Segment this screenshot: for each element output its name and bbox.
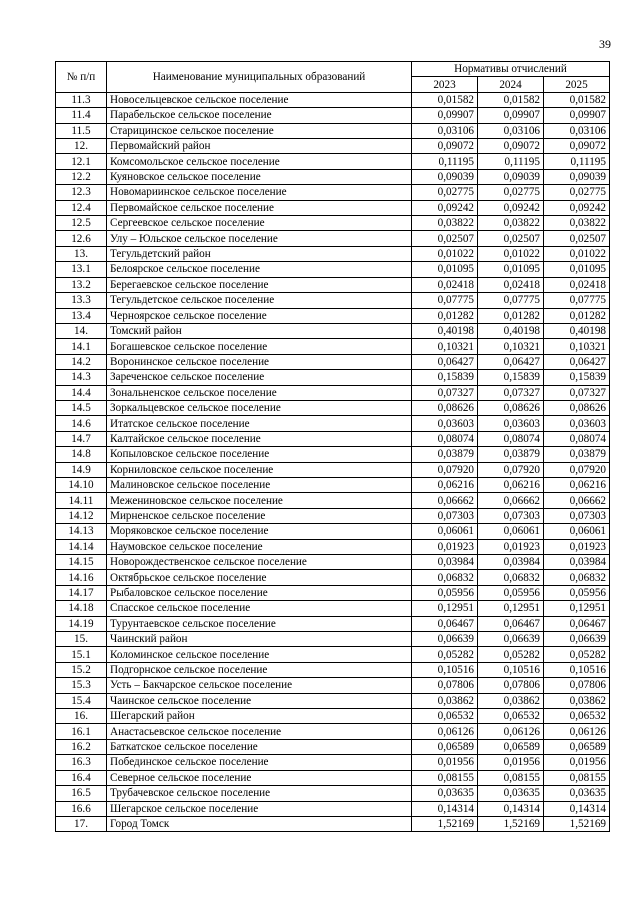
municipality-name: Зареченское сельское поселение (107, 370, 412, 385)
normative-2025: 0,05282 (544, 647, 610, 662)
row-number: 16. (56, 709, 107, 724)
normative-2024: 0,08074 (478, 431, 544, 446)
normative-2023: 0,02418 (412, 277, 478, 292)
row-number: 15.3 (56, 678, 107, 693)
table-row (56, 262, 610, 277)
header-row (56, 62, 610, 77)
normative-2024: 0,07327 (478, 385, 544, 400)
normative-2025: 0,40198 (544, 323, 610, 338)
normative-2024: 0,01095 (478, 262, 544, 277)
municipality-name: Воронинское сельское поселение (107, 354, 412, 369)
municipality-name: Зоркальцевское сельское поселение (107, 400, 412, 415)
normative-2025: 0,06216 (544, 477, 610, 492)
row-number: 14.6 (56, 416, 107, 431)
normative-2024: 0,03879 (478, 447, 544, 462)
normative-2025: 0,01282 (544, 308, 610, 323)
table-row (56, 770, 610, 785)
row-number: 14.1 (56, 339, 107, 354)
municipality-name: Калтайское сельское поселение (107, 431, 412, 446)
row-number: 15. (56, 632, 107, 647)
row-number: 13.2 (56, 277, 107, 292)
normative-2025: 0,07920 (544, 462, 610, 477)
row-number: 14.7 (56, 431, 107, 446)
municipality-name: Сергеевское сельское поселение (107, 216, 412, 231)
normative-2023: 0,05956 (412, 585, 478, 600)
normative-2023: 0,06589 (412, 739, 478, 754)
table-row (56, 555, 610, 570)
table-row (56, 308, 610, 323)
normative-2023: 0,07806 (412, 678, 478, 693)
municipality-name: Тегульдетское сельское поселение (107, 293, 412, 308)
normative-2024: 0,12951 (478, 601, 544, 616)
table-row (56, 92, 610, 107)
normative-2024: 0,03822 (478, 216, 544, 231)
normative-2023: 0,09072 (412, 139, 478, 154)
normative-2023: 0,02775 (412, 185, 478, 200)
normative-2023: 0,07775 (412, 293, 478, 308)
normative-2025: 0,06467 (544, 616, 610, 631)
normative-2023: 0,11195 (412, 154, 478, 169)
row-number: 12.2 (56, 169, 107, 184)
normative-2024: 0,03635 (478, 786, 544, 801)
normative-2025: 0,07775 (544, 293, 610, 308)
normative-2023: 0,07920 (412, 462, 478, 477)
normative-2023: 0,01923 (412, 539, 478, 554)
normative-2024: 0,07806 (478, 678, 544, 693)
normative-2023: 0,06662 (412, 493, 478, 508)
normative-2024: 0,07775 (478, 293, 544, 308)
row-number: 14.4 (56, 385, 107, 400)
normative-2024: 0,07303 (478, 508, 544, 523)
normative-2024: 0,06427 (478, 354, 544, 369)
municipality-name: Октябрьское сельское поселение (107, 570, 412, 585)
normative-2024: 0,09072 (478, 139, 544, 154)
normative-2023: 0,07327 (412, 385, 478, 400)
table-row (56, 216, 610, 231)
municipality-name: Мирненское сельское поселение (107, 508, 412, 523)
normative-2023: 0,01956 (412, 755, 478, 770)
normative-2025: 0,02507 (544, 231, 610, 246)
row-number: 14.2 (56, 354, 107, 369)
row-number: 14.12 (56, 508, 107, 523)
municipality-name: Новомариинское сельское поселение (107, 185, 412, 200)
table-row (56, 570, 610, 585)
municipality-name: Анастасьевское сельское поселение (107, 724, 412, 739)
normative-2025: 0,03862 (544, 693, 610, 708)
normative-2025: 0,10516 (544, 662, 610, 677)
normative-2025: 0,09039 (544, 169, 610, 184)
table-row (56, 647, 610, 662)
row-number: 12.5 (56, 216, 107, 231)
normative-2025: 0,07303 (544, 508, 610, 523)
normative-2025: 0,10321 (544, 339, 610, 354)
normative-2025: 0,01095 (544, 262, 610, 277)
row-number: 11.4 (56, 108, 107, 123)
table-row (56, 493, 610, 508)
normative-2023: 0,08074 (412, 431, 478, 446)
municipality-name: Тегульдетский район (107, 246, 412, 261)
municipality-name: Новосельцевское сельское поселение (107, 92, 412, 107)
table-row (56, 801, 610, 816)
normative-2025: 0,09242 (544, 200, 610, 215)
normative-2024: 0,05956 (478, 585, 544, 600)
row-number: 14.19 (56, 616, 107, 631)
normative-2023: 0,40198 (412, 323, 478, 338)
normative-2024: 0,07920 (478, 462, 544, 477)
row-number: 16.4 (56, 770, 107, 785)
municipality-name: Копыловское сельское поселение (107, 447, 412, 462)
table-row (56, 632, 610, 647)
normative-2025: 0,06662 (544, 493, 610, 508)
table-row (56, 108, 610, 123)
table-row (56, 354, 610, 369)
table-row (56, 585, 610, 600)
normative-2024: 0,06589 (478, 739, 544, 754)
table-row (56, 200, 610, 215)
table-row (56, 508, 610, 523)
row-number: 11.5 (56, 123, 107, 138)
normatives-table (55, 61, 610, 832)
table-row (56, 139, 610, 154)
normative-2023: 0,09907 (412, 108, 478, 123)
normative-2024: 0,15839 (478, 370, 544, 385)
table-body (56, 92, 610, 832)
normative-2025: 0,03635 (544, 786, 610, 801)
table-row (56, 816, 610, 831)
normative-2023: 0,06427 (412, 354, 478, 369)
municipality-name: Шегарский район (107, 709, 412, 724)
table-row (56, 755, 610, 770)
normative-2024: 0,08626 (478, 400, 544, 415)
normative-2024: 0,08155 (478, 770, 544, 785)
normative-2025: 0,08074 (544, 431, 610, 446)
row-number: 14.5 (56, 400, 107, 415)
normative-2023: 0,03603 (412, 416, 478, 431)
municipality-name: Подгорнское сельское поселение (107, 662, 412, 677)
header-normatives: Нормативы отчислений (412, 62, 610, 77)
normative-2024: 0,02418 (478, 277, 544, 292)
normative-2024: 1,52169 (478, 816, 544, 831)
table-row (56, 616, 610, 631)
normative-2024: 0,06662 (478, 493, 544, 508)
normative-2025: 0,02418 (544, 277, 610, 292)
row-number: 11.3 (56, 92, 107, 107)
normative-2024: 0,40198 (478, 323, 544, 338)
table-row (56, 277, 610, 292)
municipality-name: Спасское сельское поселение (107, 601, 412, 616)
normative-2025: 0,06126 (544, 724, 610, 739)
normative-2025: 0,06589 (544, 739, 610, 754)
header-num: № п/п (56, 62, 107, 93)
row-number: 12.1 (56, 154, 107, 169)
normative-2025: 0,03603 (544, 416, 610, 431)
table-row (56, 123, 610, 138)
normative-2023: 0,01282 (412, 308, 478, 323)
normative-2023: 0,06061 (412, 524, 478, 539)
normative-2025: 0,07327 (544, 385, 610, 400)
normative-2024: 0,06832 (478, 570, 544, 585)
table-row (56, 231, 610, 246)
municipality-name: Чаинское сельское поселение (107, 693, 412, 708)
municipality-name: Богашевское сельское поселение (107, 339, 412, 354)
normative-2024: 0,01582 (478, 92, 544, 107)
row-number: 14.3 (56, 370, 107, 385)
normative-2023: 0,06832 (412, 570, 478, 585)
row-number: 14.8 (56, 447, 107, 462)
municipality-name: Межениновское сельское поселение (107, 493, 412, 508)
table-row (56, 416, 610, 431)
municipality-name: Итатское сельское поселение (107, 416, 412, 431)
normative-2024: 0,01022 (478, 246, 544, 261)
normative-2024: 0,05282 (478, 647, 544, 662)
normative-2025: 0,14314 (544, 801, 610, 816)
municipality-name: Первомайское сельское поселение (107, 200, 412, 215)
normative-2023: 0,03879 (412, 447, 478, 462)
normative-2023: 0,03984 (412, 555, 478, 570)
table-row (56, 339, 610, 354)
normative-2024: 0,01282 (478, 308, 544, 323)
normative-2025: 0,06427 (544, 354, 610, 369)
row-number: 14.11 (56, 493, 107, 508)
municipality-name: Томский район (107, 323, 412, 338)
normative-2023: 0,08155 (412, 770, 478, 785)
row-number: 15.1 (56, 647, 107, 662)
municipality-name: Моряковское сельское поселение (107, 524, 412, 539)
normative-2025: 0,01582 (544, 92, 610, 107)
row-number: 14.18 (56, 601, 107, 616)
normative-2024: 0,01956 (478, 755, 544, 770)
municipality-name: Куяновское сельское поселение (107, 169, 412, 184)
row-number: 12.3 (56, 185, 107, 200)
table-row (56, 693, 610, 708)
normative-2025: 0,06639 (544, 632, 610, 647)
normative-2025: 0,06061 (544, 524, 610, 539)
normative-2024: 0,06061 (478, 524, 544, 539)
row-number: 13. (56, 246, 107, 261)
table-row (56, 709, 610, 724)
normative-2025: 0,07806 (544, 678, 610, 693)
table-row (56, 524, 610, 539)
normative-2024: 0,03603 (478, 416, 544, 431)
header-name: Наименование муниципальных образований (107, 62, 412, 93)
table-row (56, 662, 610, 677)
normative-2024: 0,03106 (478, 123, 544, 138)
normative-2023: 0,01582 (412, 92, 478, 107)
normative-2025: 0,01923 (544, 539, 610, 554)
normative-2024: 0,11195 (478, 154, 544, 169)
normative-2025: 0,06532 (544, 709, 610, 724)
normative-2025: 0,12951 (544, 601, 610, 616)
municipality-name: Рыбаловское сельское поселение (107, 585, 412, 600)
row-number: 16.3 (56, 755, 107, 770)
table-row (56, 477, 610, 492)
header-year-2024: 2024 (478, 77, 544, 92)
normative-2023: 0,10516 (412, 662, 478, 677)
normative-2023: 0,06467 (412, 616, 478, 631)
municipality-name: Новорождественское сельское поселение (107, 555, 412, 570)
normative-2024: 0,03862 (478, 693, 544, 708)
normative-2024: 0,02775 (478, 185, 544, 200)
normative-2023: 0,14314 (412, 801, 478, 816)
normative-2025: 0,03106 (544, 123, 610, 138)
municipality-name: Малиновское сельское поселение (107, 477, 412, 492)
normative-2023: 0,06216 (412, 477, 478, 492)
row-number: 14.17 (56, 585, 107, 600)
table-row (56, 447, 610, 462)
row-number: 16.1 (56, 724, 107, 739)
municipality-name: Первомайский район (107, 139, 412, 154)
municipality-name: Чаинский район (107, 632, 412, 647)
normative-2024: 0,09039 (478, 169, 544, 184)
normative-2025: 1,52169 (544, 816, 610, 831)
table-row (56, 462, 610, 477)
table-row (56, 678, 610, 693)
normative-2025: 0,01022 (544, 246, 610, 261)
normative-2025: 0,03822 (544, 216, 610, 231)
municipality-name: Старицинское сельское поселение (107, 123, 412, 138)
normative-2023: 0,03822 (412, 216, 478, 231)
normative-2025: 0,11195 (544, 154, 610, 169)
header-year-2025: 2025 (544, 77, 610, 92)
normative-2023: 0,02507 (412, 231, 478, 246)
row-number: 14.14 (56, 539, 107, 554)
normative-2024: 0,03984 (478, 555, 544, 570)
normative-2023: 0,15839 (412, 370, 478, 385)
municipality-name: Северное сельское поселение (107, 770, 412, 785)
table-row (56, 169, 610, 184)
row-number: 16.5 (56, 786, 107, 801)
table-row (56, 786, 610, 801)
table-row (56, 724, 610, 739)
municipality-name: Комсомольское сельское поселение (107, 154, 412, 169)
normative-2023: 0,03106 (412, 123, 478, 138)
normative-2023: 0,09242 (412, 200, 478, 215)
normative-2024: 0,06126 (478, 724, 544, 739)
normative-2024: 0,06216 (478, 477, 544, 492)
table-row (56, 385, 610, 400)
row-number: 12.6 (56, 231, 107, 246)
municipality-name: Баткатское сельское поселение (107, 739, 412, 754)
row-number: 14.9 (56, 462, 107, 477)
table-row (56, 154, 610, 169)
municipality-name: Шегарское сельское поселение (107, 801, 412, 816)
row-number: 12.4 (56, 200, 107, 215)
normative-2025: 0,05956 (544, 585, 610, 600)
row-number: 13.4 (56, 308, 107, 323)
municipality-name: Улу – Юльское сельское поселение (107, 231, 412, 246)
normative-2023: 1,52169 (412, 816, 478, 831)
table-row (56, 370, 610, 385)
municipality-name: Побединское сельское поселение (107, 755, 412, 770)
normative-2025: 0,09072 (544, 139, 610, 154)
normative-2023: 0,01095 (412, 262, 478, 277)
municipality-name: Усть – Бакчарское сельское поселение (107, 678, 412, 693)
table-row (56, 431, 610, 446)
normative-2023: 0,07303 (412, 508, 478, 523)
normative-2025: 0,03984 (544, 555, 610, 570)
municipality-name: Белоярское сельское поселение (107, 262, 412, 277)
normative-2023: 0,03862 (412, 693, 478, 708)
normative-2023: 0,09039 (412, 169, 478, 184)
row-number: 14.10 (56, 477, 107, 492)
row-number: 13.3 (56, 293, 107, 308)
normative-2023: 0,12951 (412, 601, 478, 616)
municipality-name: Зональненское сельское поселение (107, 385, 412, 400)
row-number: 14.16 (56, 570, 107, 585)
normative-2024: 0,09242 (478, 200, 544, 215)
row-number: 17. (56, 816, 107, 831)
municipality-name: Город Томск (107, 816, 412, 831)
normative-2024: 0,01923 (478, 539, 544, 554)
table-row (56, 539, 610, 554)
normative-2024: 0,10321 (478, 339, 544, 354)
municipality-name: Корниловское сельское поселение (107, 462, 412, 477)
normative-2024: 0,02507 (478, 231, 544, 246)
table-row (56, 601, 610, 616)
page-number: 39 (599, 37, 611, 51)
normative-2024: 0,10516 (478, 662, 544, 677)
row-number: 15.4 (56, 693, 107, 708)
table-row (56, 185, 610, 200)
normative-2023: 0,05282 (412, 647, 478, 662)
row-number: 12. (56, 139, 107, 154)
normative-2024: 0,09907 (478, 108, 544, 123)
table-row (56, 400, 610, 415)
normative-2023: 0,06639 (412, 632, 478, 647)
normative-2025: 0,03879 (544, 447, 610, 462)
municipality-name: Трубачевское сельское поселение (107, 786, 412, 801)
normative-2025: 0,08155 (544, 770, 610, 785)
normative-2024: 0,06639 (478, 632, 544, 647)
normative-2024: 0,14314 (478, 801, 544, 816)
municipality-name: Турунтаевское сельское поселение (107, 616, 412, 631)
normative-2025: 0,09907 (544, 108, 610, 123)
normative-2023: 0,06126 (412, 724, 478, 739)
normative-2025: 0,02775 (544, 185, 610, 200)
normative-2025: 0,15839 (544, 370, 610, 385)
table-row (56, 246, 610, 261)
table-row (56, 293, 610, 308)
municipality-name: Парабельское сельское поселение (107, 108, 412, 123)
normative-2025: 0,01956 (544, 755, 610, 770)
normative-2025: 0,08626 (544, 400, 610, 415)
municipality-name: Черноярское сельское поселение (107, 308, 412, 323)
normative-2024: 0,06467 (478, 616, 544, 631)
municipality-name: Коломинское сельское поселение (107, 647, 412, 662)
row-number: 16.6 (56, 801, 107, 816)
normative-2023: 0,10321 (412, 339, 478, 354)
row-number: 13.1 (56, 262, 107, 277)
row-number: 14. (56, 323, 107, 338)
normative-2025: 0,06832 (544, 570, 610, 585)
row-number: 15.2 (56, 662, 107, 677)
normative-2023: 0,08626 (412, 400, 478, 415)
row-number: 14.15 (56, 555, 107, 570)
normative-2023: 0,06532 (412, 709, 478, 724)
row-number: 14.13 (56, 524, 107, 539)
normative-2023: 0,01022 (412, 246, 478, 261)
header-year-2023: 2023 (412, 77, 478, 92)
row-number: 16.2 (56, 739, 107, 754)
normative-2023: 0,03635 (412, 786, 478, 801)
normative-2024: 0,06532 (478, 709, 544, 724)
table-row (56, 323, 610, 338)
municipality-name: Берегаевское сельское поселение (107, 277, 412, 292)
municipality-name: Наумовское сельское поселение (107, 539, 412, 554)
table-row (56, 739, 610, 754)
